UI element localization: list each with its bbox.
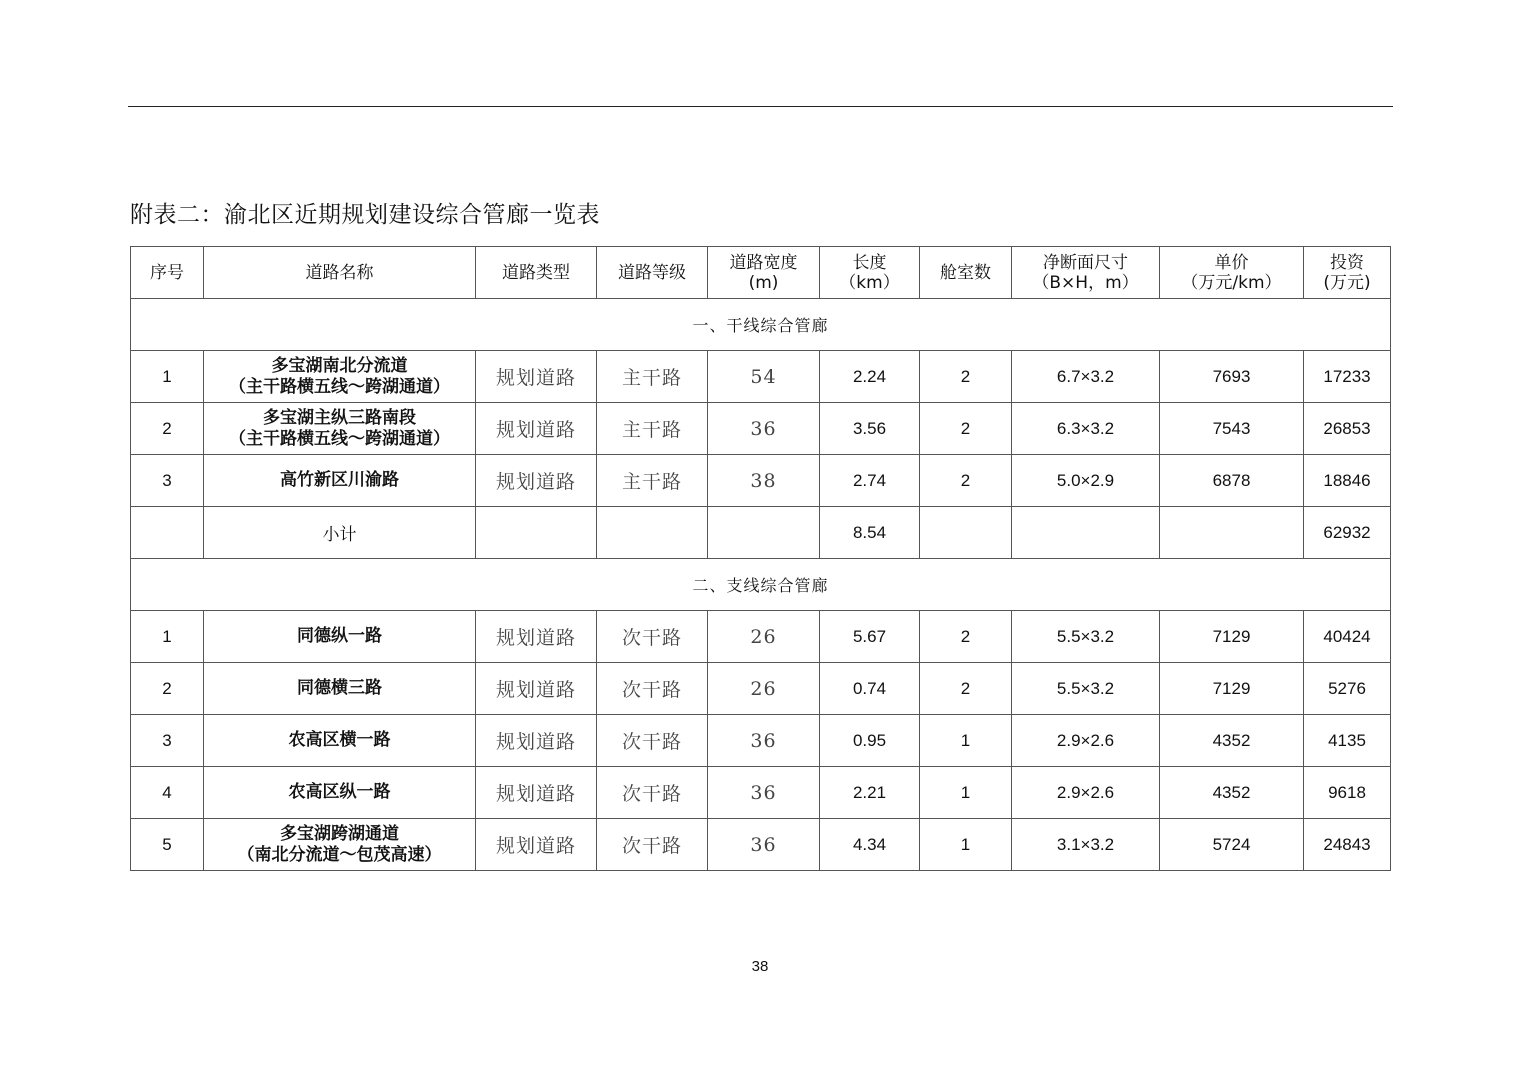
cell-cabins: 2 xyxy=(920,455,1012,507)
cell-index: 2 xyxy=(131,663,204,715)
cell-road-grade: 次干路 xyxy=(597,715,708,767)
cell-unit-price: 7543 xyxy=(1160,403,1304,455)
cell-road-grade: 次干路 xyxy=(597,611,708,663)
col-header-road-grade: 道路等级 xyxy=(597,247,708,299)
cell-investment: 40424 xyxy=(1304,611,1391,663)
col-header-unit-price: 单价 （万元/km） xyxy=(1160,247,1304,299)
cell-road-width: 36 xyxy=(708,767,820,819)
col-header-section-size: 净断面尺寸 （B×H，m） xyxy=(1012,247,1160,299)
cell-investment: 18846 xyxy=(1304,455,1391,507)
table-title: 附表二：渝北区近期规划建设综合管廊一览表 xyxy=(130,202,600,228)
cell-road-name: 多宝湖主纵三路南段 （主干路横五线～跨湖通道） xyxy=(204,403,476,455)
table-row xyxy=(131,351,1391,403)
col-header-length: 长度 （km） xyxy=(820,247,920,299)
table-row xyxy=(131,611,1391,663)
subtotal-length: 8.54 xyxy=(820,507,920,559)
header-row xyxy=(131,247,1391,299)
cell-road-name: 多宝湖跨湖通道 （南北分流道～包茂高速） xyxy=(204,819,476,871)
cell-investment: 4135 xyxy=(1304,715,1391,767)
cell-index: 3 xyxy=(131,715,204,767)
cell-length: 2.21 xyxy=(820,767,920,819)
cell-road-name: 农高区纵一路 xyxy=(204,767,476,819)
cell-unit-price: 7129 xyxy=(1160,611,1304,663)
cell-road-type: 规划道路 xyxy=(476,819,597,871)
cell-cabins: 2 xyxy=(920,663,1012,715)
cell-section-size: 6.7×3.2 xyxy=(1012,351,1160,403)
cell-length: 3.56 xyxy=(820,403,920,455)
table-row xyxy=(131,403,1391,455)
table-row xyxy=(131,715,1391,767)
cell-cabins: 2 xyxy=(920,403,1012,455)
cell-road-width: 36 xyxy=(708,819,820,871)
cell-cabins: 1 xyxy=(920,767,1012,819)
pipe-gallery-table xyxy=(130,246,1391,871)
cell-empty xyxy=(476,507,597,559)
col-header-road-type: 道路类型 xyxy=(476,247,597,299)
cell-index: 4 xyxy=(131,767,204,819)
cell-cabins: 2 xyxy=(920,351,1012,403)
cell-road-grade: 主干路 xyxy=(597,403,708,455)
cell-road-name: 多宝湖南北分流道 （主干路横五线～跨湖通道） xyxy=(204,351,476,403)
cell-road-width: 38 xyxy=(708,455,820,507)
table-row xyxy=(131,455,1391,507)
table-row xyxy=(131,767,1391,819)
header-rule xyxy=(128,106,1393,107)
cell-road-grade: 次干路 xyxy=(597,663,708,715)
cell-length: 5.67 xyxy=(820,611,920,663)
cell-cabins: 1 xyxy=(920,819,1012,871)
col-header-index: 序号 xyxy=(131,247,204,299)
cell-index: 1 xyxy=(131,351,204,403)
cell-empty xyxy=(597,507,708,559)
subtotal-row xyxy=(131,507,1391,559)
cell-length: 4.34 xyxy=(820,819,920,871)
cell-road-grade: 次干路 xyxy=(597,819,708,871)
cell-empty xyxy=(131,507,204,559)
cell-unit-price: 4352 xyxy=(1160,767,1304,819)
cell-road-name: 农高区横一路 xyxy=(204,715,476,767)
cell-road-name: 同德纵一路 xyxy=(204,611,476,663)
cell-unit-price: 4352 xyxy=(1160,715,1304,767)
cell-section-size: 5.5×3.2 xyxy=(1012,663,1160,715)
cell-road-type: 规划道路 xyxy=(476,767,597,819)
cell-road-name: 高竹新区川渝路 xyxy=(204,455,476,507)
col-header-cabins: 舱室数 xyxy=(920,247,1012,299)
cell-length: 0.74 xyxy=(820,663,920,715)
cell-length: 2.24 xyxy=(820,351,920,403)
col-header-road-width: 道路宽度 (m) xyxy=(708,247,820,299)
section-row xyxy=(131,299,1391,351)
cell-length: 0.95 xyxy=(820,715,920,767)
cell-section-size: 6.3×3.2 xyxy=(1012,403,1160,455)
cell-section-size: 5.0×2.9 xyxy=(1012,455,1160,507)
section-heading-trunk: 一、干线综合管廊 xyxy=(131,299,1391,351)
cell-index: 1 xyxy=(131,611,204,663)
col-header-investment: 投资 (万元) xyxy=(1304,247,1391,299)
cell-section-size: 3.1×3.2 xyxy=(1012,819,1160,871)
cell-road-name: 同德横三路 xyxy=(204,663,476,715)
cell-length: 2.74 xyxy=(820,455,920,507)
cell-index: 5 xyxy=(131,819,204,871)
cell-investment: 17233 xyxy=(1304,351,1391,403)
cell-investment: 5276 xyxy=(1304,663,1391,715)
cell-road-width: 54 xyxy=(708,351,820,403)
table-row xyxy=(131,663,1391,715)
cell-unit-price: 7693 xyxy=(1160,351,1304,403)
cell-road-type: 规划道路 xyxy=(476,715,597,767)
cell-cabins: 2 xyxy=(920,611,1012,663)
section-heading-branch: 二、支线综合管廊 xyxy=(131,559,1391,611)
cell-empty xyxy=(708,507,820,559)
cell-road-width: 26 xyxy=(708,611,820,663)
cell-road-width: 26 xyxy=(708,663,820,715)
cell-cabins: 1 xyxy=(920,715,1012,767)
cell-road-grade: 主干路 xyxy=(597,455,708,507)
cell-road-type: 规划道路 xyxy=(476,663,597,715)
cell-unit-price: 6878 xyxy=(1160,455,1304,507)
cell-unit-price: 5724 xyxy=(1160,819,1304,871)
subtotal-investment: 62932 xyxy=(1304,507,1391,559)
cell-road-type: 规划道路 xyxy=(476,403,597,455)
col-header-road-name: 道路名称 xyxy=(204,247,476,299)
cell-empty xyxy=(1160,507,1304,559)
page-number: 38 xyxy=(751,958,769,975)
cell-investment: 24843 xyxy=(1304,819,1391,871)
cell-index: 2 xyxy=(131,403,204,455)
cell-investment: 9618 xyxy=(1304,767,1391,819)
cell-road-type: 规划道路 xyxy=(476,351,597,403)
cell-road-grade: 次干路 xyxy=(597,767,708,819)
section-row xyxy=(131,559,1391,611)
cell-index: 3 xyxy=(131,455,204,507)
cell-empty xyxy=(1012,507,1160,559)
cell-section-size: 2.9×2.6 xyxy=(1012,715,1160,767)
cell-section-size: 5.5×3.2 xyxy=(1012,611,1160,663)
cell-road-type: 规划道路 xyxy=(476,455,597,507)
table-row xyxy=(131,819,1391,871)
cell-road-grade: 主干路 xyxy=(597,351,708,403)
cell-unit-price: 7129 xyxy=(1160,663,1304,715)
cell-investment: 26853 xyxy=(1304,403,1391,455)
cell-road-width: 36 xyxy=(708,403,820,455)
subtotal-label: 小计 xyxy=(204,507,476,559)
cell-section-size: 2.9×2.6 xyxy=(1012,767,1160,819)
cell-road-type: 规划道路 xyxy=(476,611,597,663)
cell-road-width: 36 xyxy=(708,715,820,767)
cell-empty xyxy=(920,507,1012,559)
